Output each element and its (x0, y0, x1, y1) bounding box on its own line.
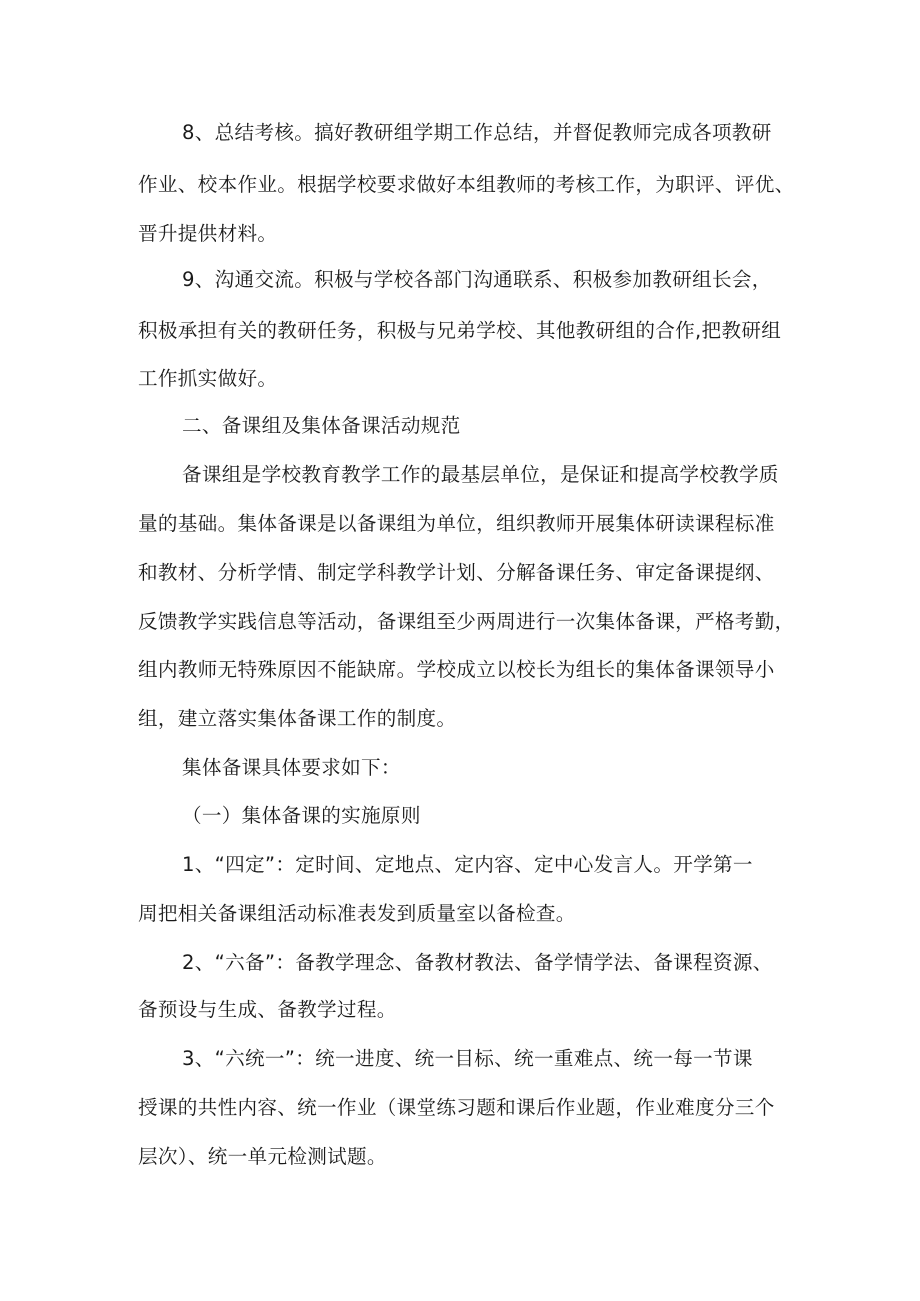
paragraph-8-line-2: 作业、校本作业。根据学校要求做好本组教师的考核工作，为职评、评优、 (138, 173, 795, 196)
item-2-line-1: 2、“六备”：备教学理念、备教材教法、备学情学法、备课程资源、 (182, 951, 773, 974)
paragraph-group-line-2: 量的基础。集体备课是以备课组为单位，组织教师开展集体研读课程标准 (138, 512, 775, 535)
item-3-line-1: 3、“六统一”：统一进度、统一目标、统一重难点、统一每一节课 (182, 1047, 753, 1070)
paragraph-8-line-1: 8、总结考核。搞好教研组学期工作总结，并督促教师完成各项教研 (182, 121, 772, 144)
paragraph-9-line-2: 积极承担有关的教研任务，积极与兄弟学校、其他教研组的合作,把教研组 (138, 319, 782, 342)
requirements-intro: 集体备课具体要求如下： (182, 756, 401, 779)
item-2-line-2: 备预设与生成、备教学过程。 (138, 998, 397, 1021)
paragraph-group-line-6: 组，建立落实集体备课工作的制度。 (138, 707, 457, 730)
paragraph-group-line-3: 和教材、分析学情、制定学科教学计划、分解备课任务、审定备课提纲、 (138, 561, 775, 584)
subsection-heading: （一）集体备课的实施原则 (182, 804, 421, 827)
paragraph-group-line-1: 备课组是学校教育教学工作的最基层单位，是保证和提高学校教学质 (182, 463, 779, 486)
paragraph-8-line-3: 晋升提供材料。 (138, 222, 278, 245)
item-3-line-2: 授课的共性内容、统一作业（课堂练习题和课后作业题，作业难度分三个 (138, 1096, 775, 1119)
item-3-line-3: 层次）、统一单元检测试题。 (138, 1145, 387, 1168)
item-1-line-1: 1、“四定”：定时间、定地点、定内容、定中心发言人。开学第一 (182, 853, 753, 876)
paragraph-9-line-3: 工作抓实做好。 (138, 367, 278, 390)
paragraph-group-line-5: 组内教师无特殊原因不能缺席。学校成立以校长为组长的集体备课领导小 (138, 658, 775, 681)
paragraph-group-line-4: 反馈教学实践信息等活动，备课组至少两周进行一次集体备课，严格考勤， (138, 610, 795, 633)
paragraph-9-line-1: 9、沟通交流。积极与学校各部门沟通联系、积极参加教研组长会， (182, 268, 772, 291)
section-heading: 二、备课组及集体备课活动规范 (182, 414, 461, 437)
item-1-line-2: 周把相关备课组活动标准表发到质量室以备检查。 (138, 902, 576, 925)
